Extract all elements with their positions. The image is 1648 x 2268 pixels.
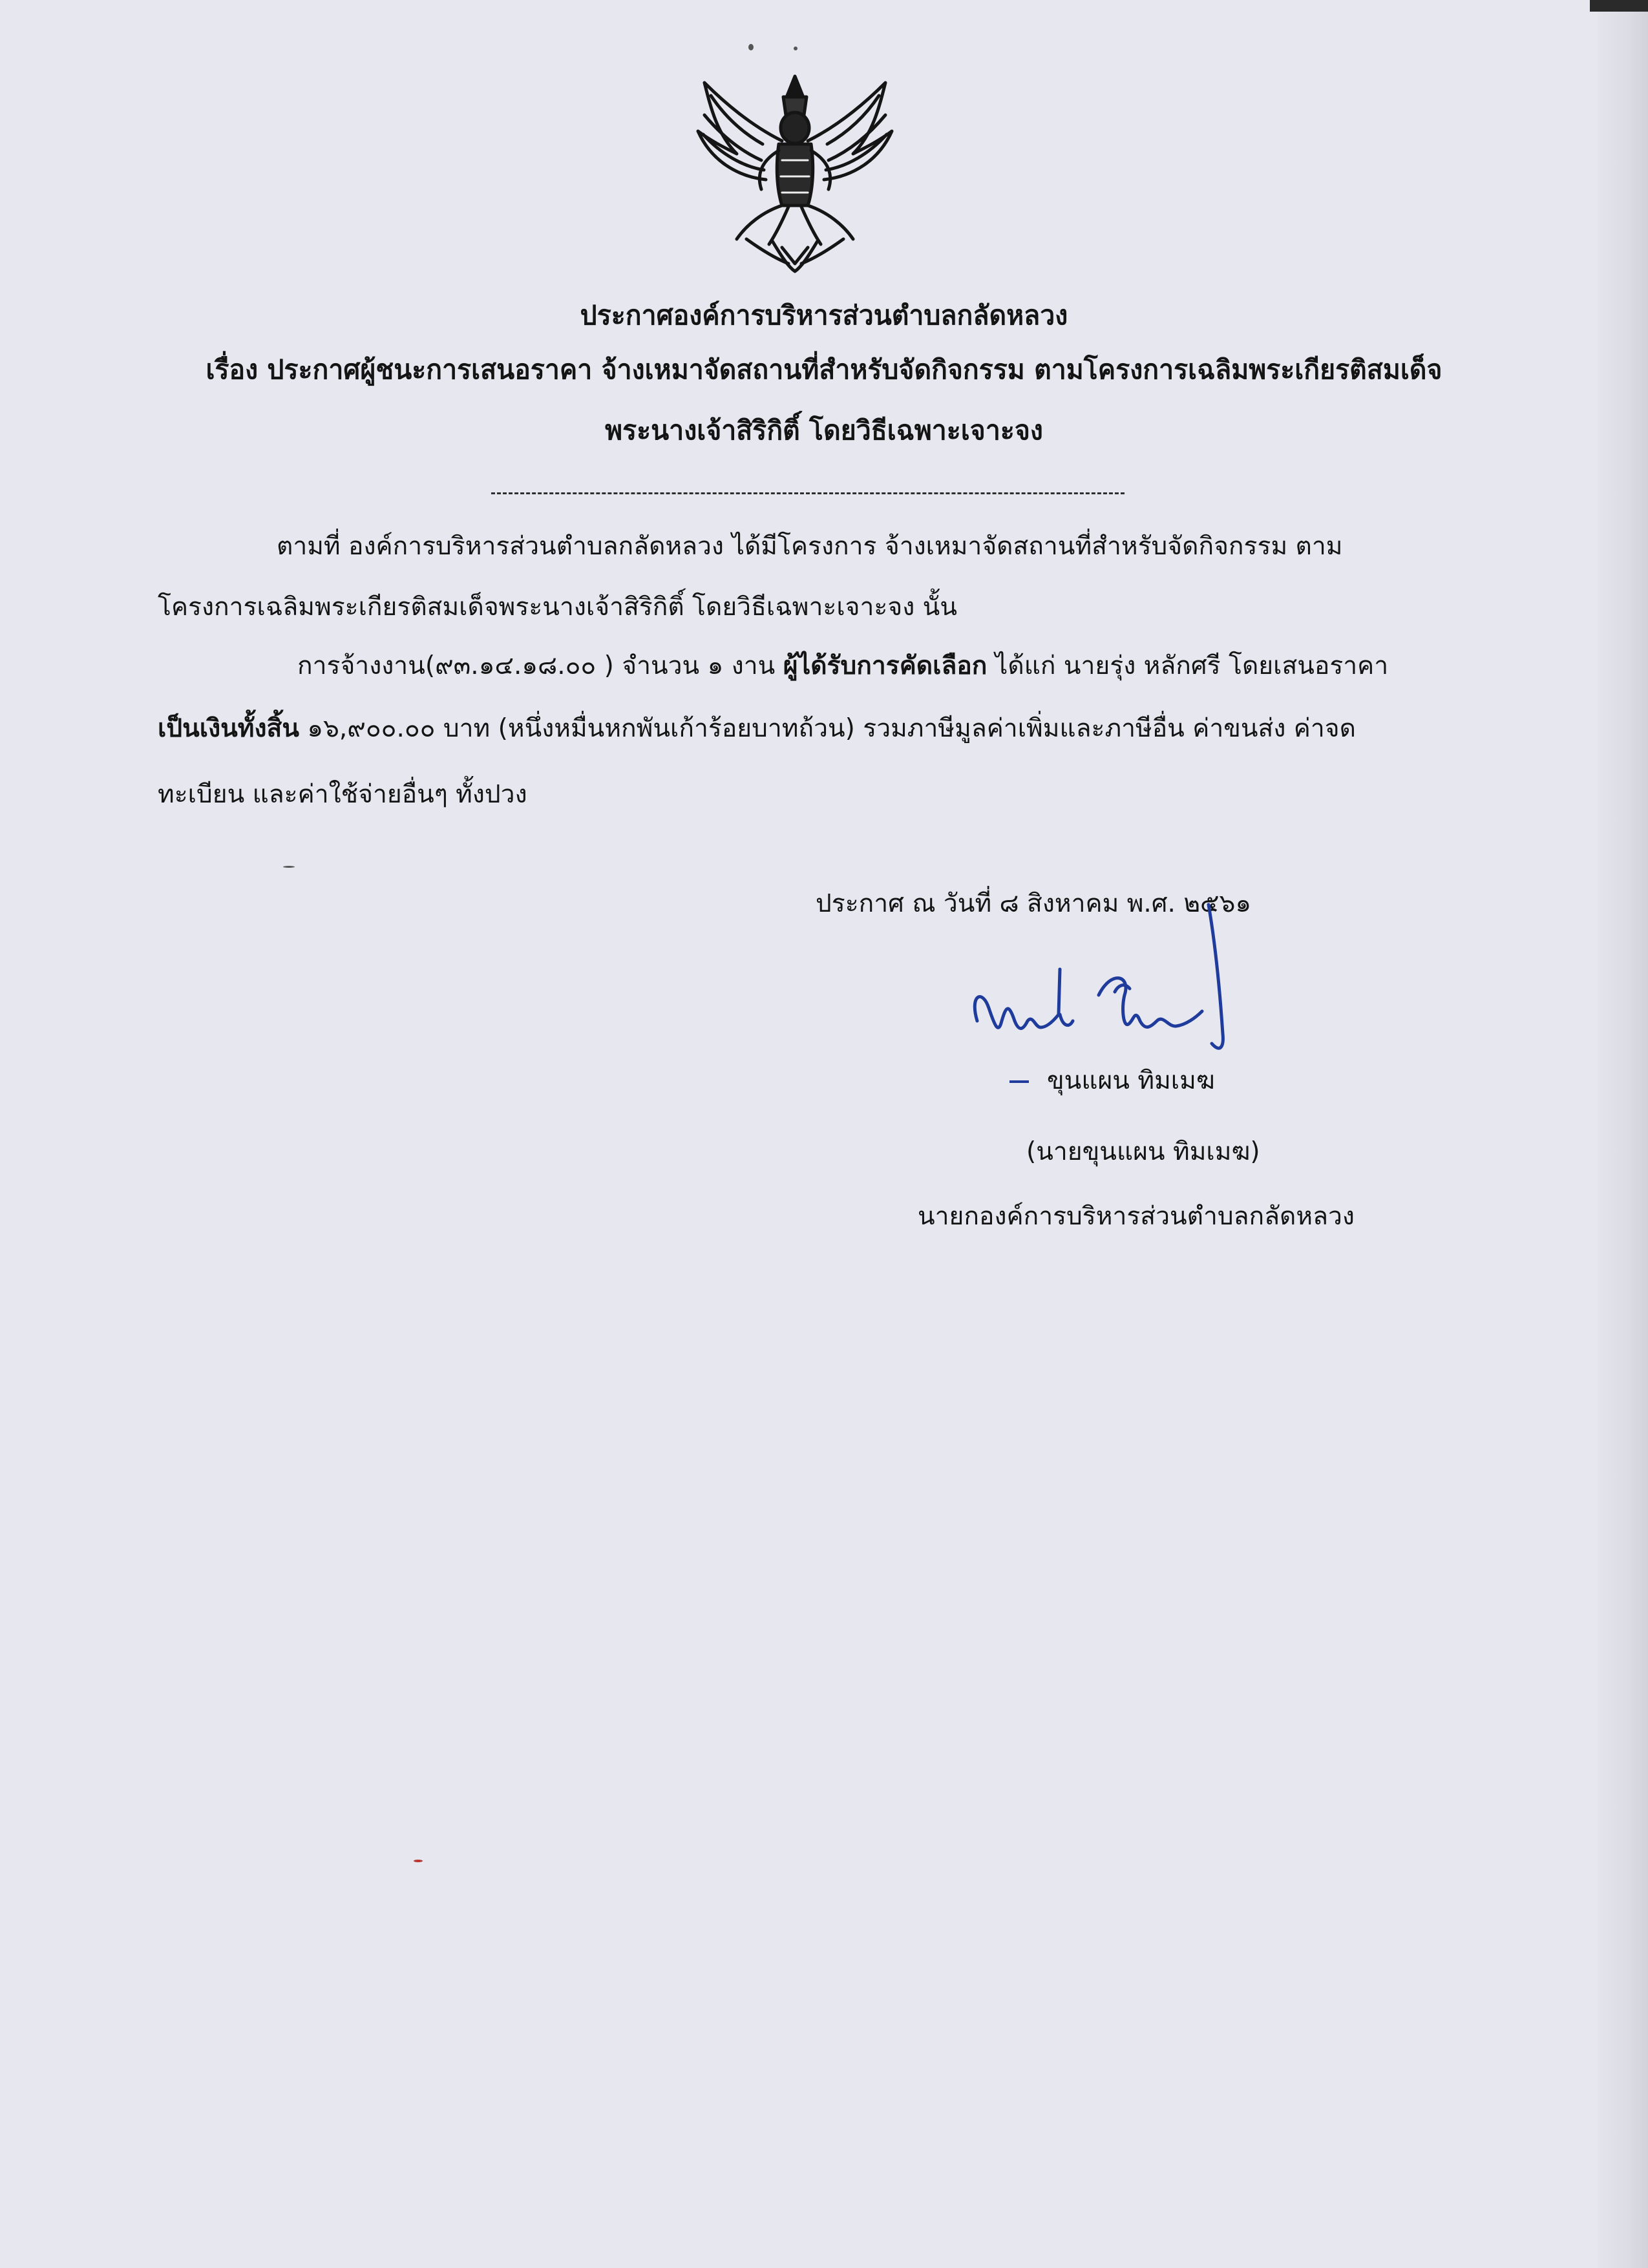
document-title: ประกาศองค์การบริหารส่วนตำบลกลัดหลวง <box>580 300 1068 331</box>
signatory-position: นายกองค์การบริหารส่วนตำบลกลัดหลวง <box>918 1202 1355 1231</box>
paragraph-1-line-2: โครงการเฉลิมพระเกียรติสมเด็จพระนางเจ้าสิริกิติ์ โดยวิธีเฉพาะเจาะจง นั้น <box>158 593 957 622</box>
scan-speck <box>748 44 754 50</box>
total-amount-text: ๑๖,๙๐๐.๐๐ บาท (หนึ่งหมื่นหกพันเก้าร้อยบาทถ้วน) รวมภาษีมูลค่าเพิ่มและภาษีอื่น ค่าขนส่ง ค่าจด <box>299 714 1356 743</box>
winner-text: ได้แก่ นายรุ่ง หลักศรี โดยเสนอราคา <box>987 651 1389 680</box>
paragraph-2-line-1 <box>297 648 1388 684</box>
paragraph-2-line-3: ทะเบียน และค่าใช้จ่ายอื่นๆ ทั้งปวง <box>158 780 527 809</box>
handwritten-signature-icon <box>963 898 1312 1066</box>
signatory-full-name: (นายขุนแผน ทิมเมฆ) <box>1026 1137 1260 1166</box>
garuda-emblem-icon <box>685 70 905 277</box>
scan-speck <box>794 47 798 50</box>
total-label: เป็นเงินทั้งสิ้น <box>158 714 299 743</box>
signatory-name: ขุนแผน ทิมเมฆ <box>1047 1066 1215 1095</box>
announcement-date: ประกาศ ณ วันที่ ๘ สิงหาคม พ.ศ. ๒๕๖๑ <box>816 889 1252 918</box>
paragraph-2-line-2 <box>158 711 1356 747</box>
scan-edge <box>1598 0 1648 2268</box>
scan-speck <box>283 866 295 868</box>
paragraph-1-line-1: ตามที่ องค์การบริหารส่วนตำบลกลัดหลวง ได้มีโครงการ จ้างเหมาจัดสถานที่สำหรับจัดกิจกรรม ตาม <box>277 532 1343 561</box>
scan-speck <box>414 1860 423 1862</box>
section-divider <box>491 492 1125 494</box>
signature-dash <box>1009 1080 1029 1083</box>
award-text: การจ้างงาน(๙๓.๑๔.๑๘.๐๐ ) จำนวน ๑ งาน <box>297 651 783 680</box>
document-subject-line-2: พระนางเจ้าสิริกิติ์ โดยวิธีเฉพาะเจาะจง <box>605 415 1043 446</box>
selected-label: ผู้ได้รับการคัดเลือก <box>783 651 988 680</box>
scan-edge-corner <box>1590 0 1648 12</box>
document-subject-line-1: เรื่อง ประกาศผู้ชนะการเสนอราคา จ้างเหมาจัดสถานที่สำหรับจัดกิจกรรม ตามโครงการเฉลิมพระเกียรติสมเด็จ <box>206 354 1442 385</box>
